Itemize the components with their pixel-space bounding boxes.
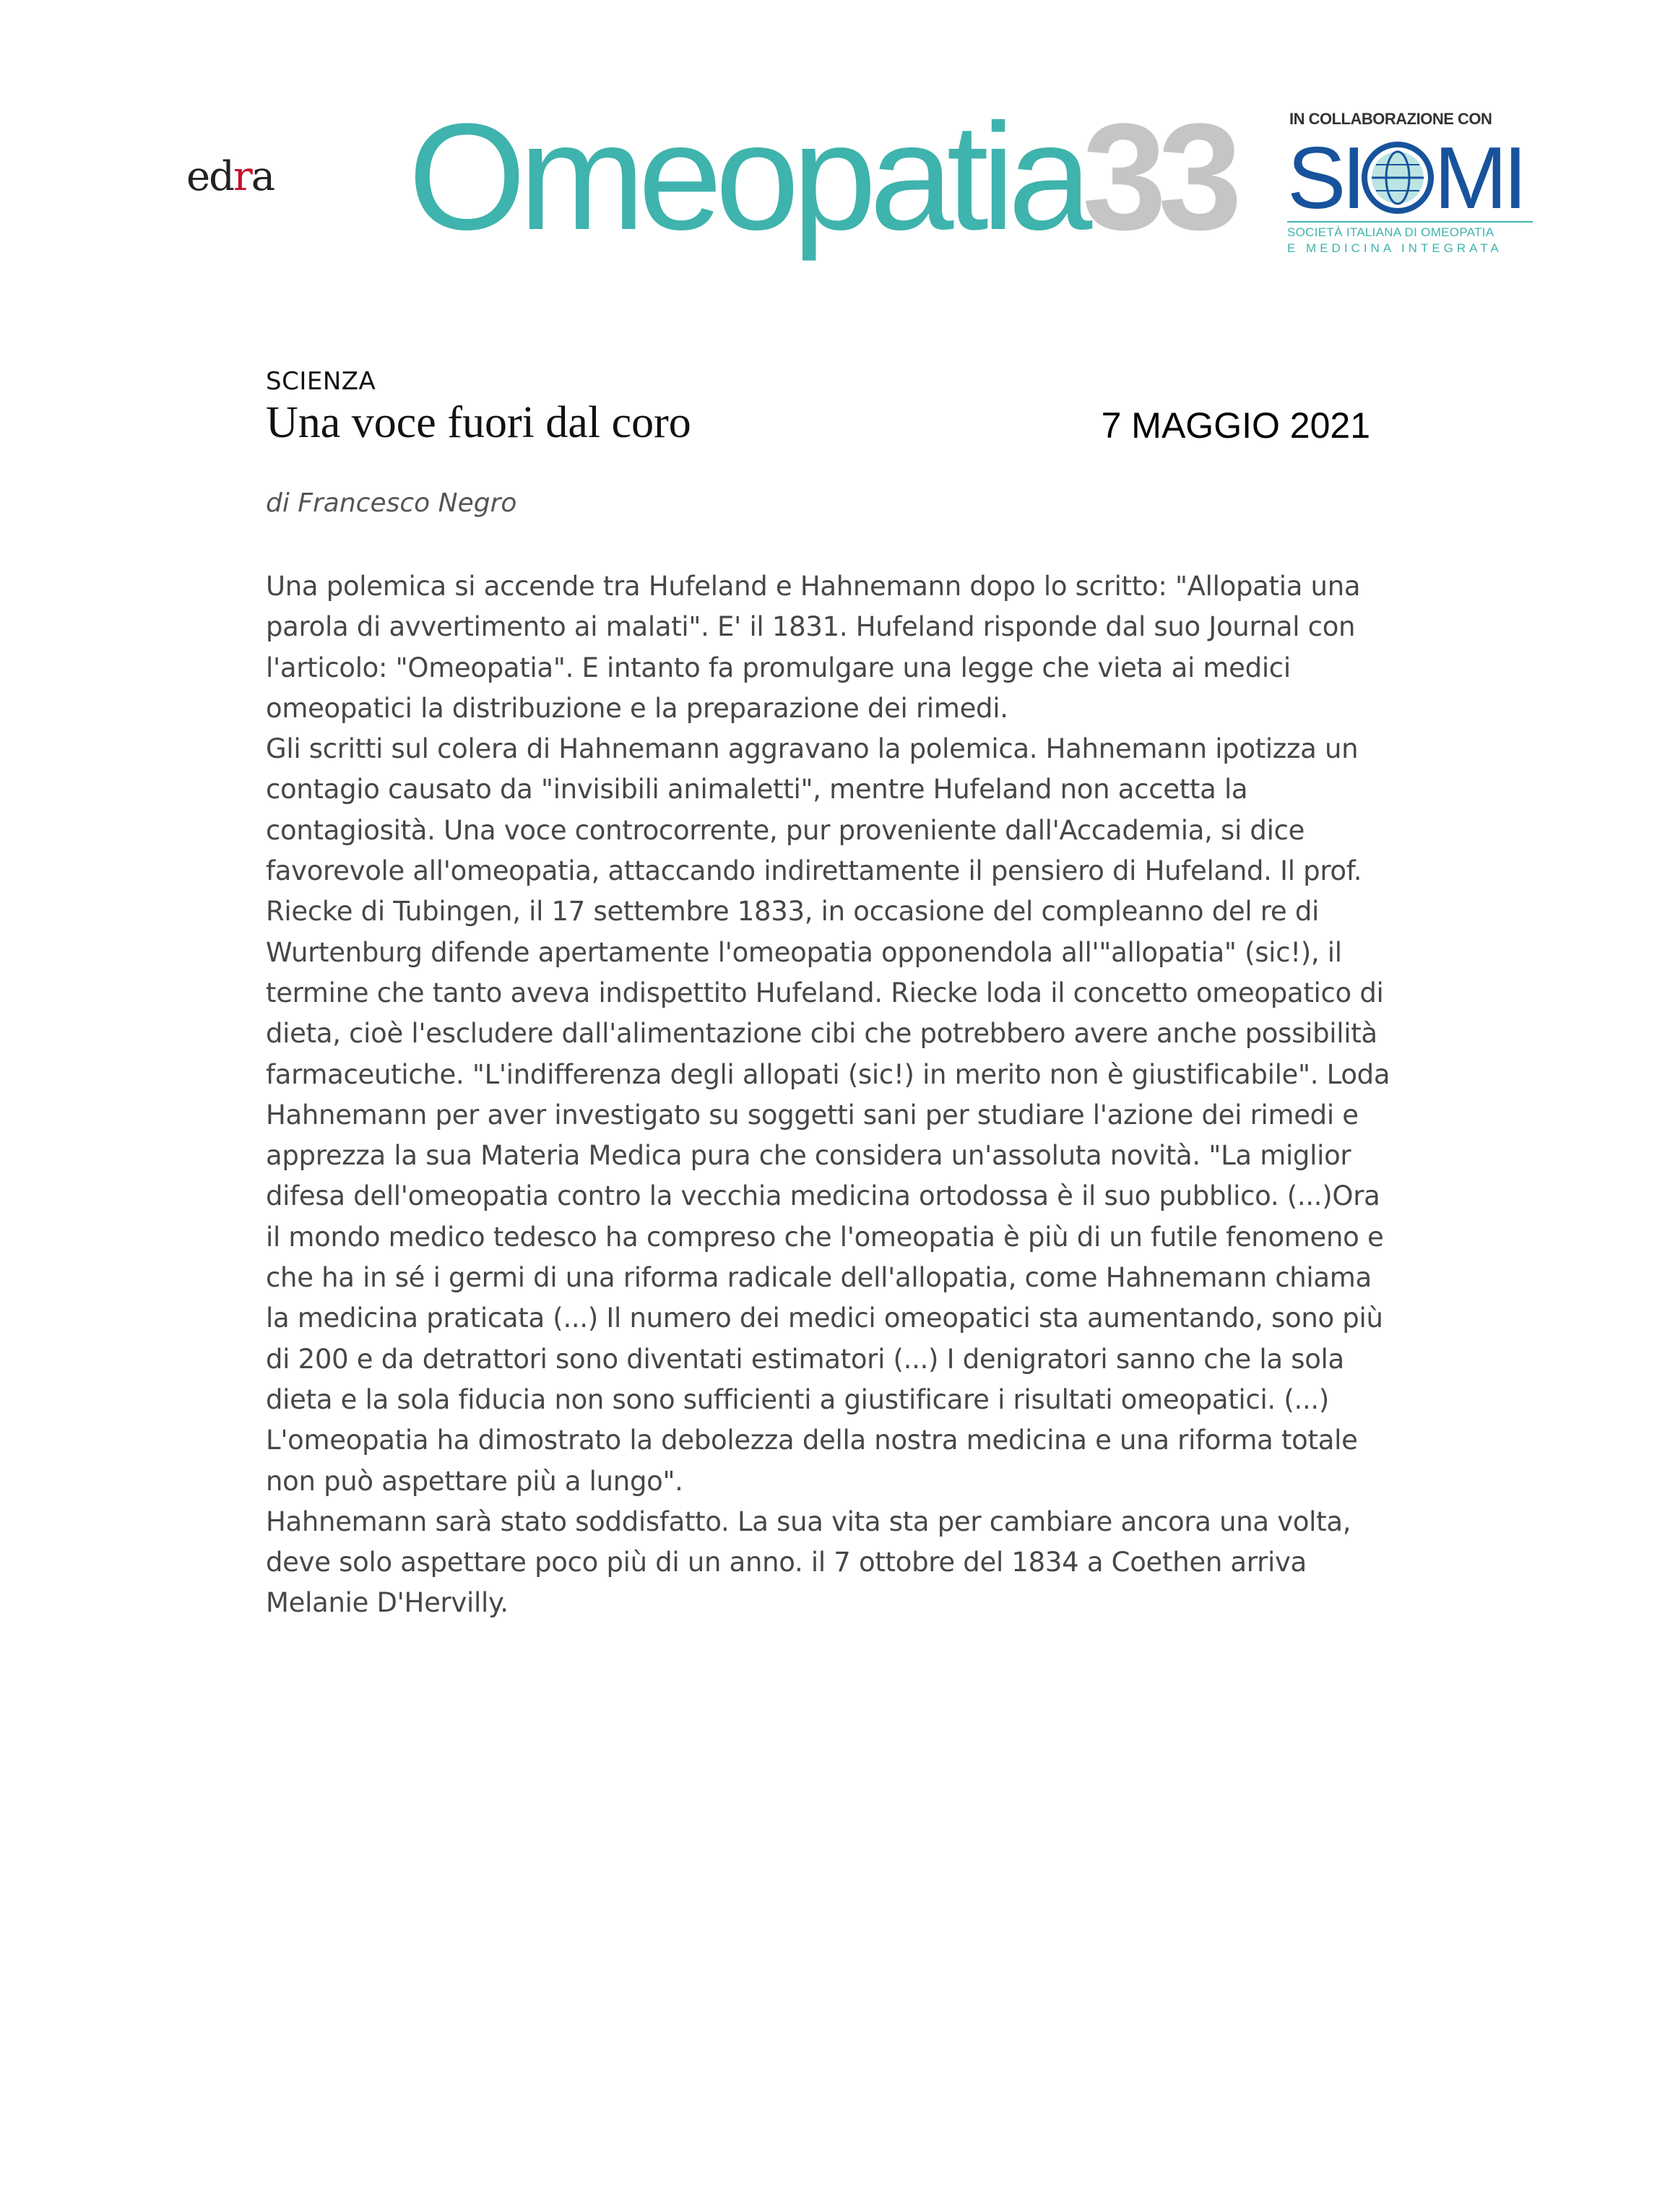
siomi-wordmark-pre: SI xyxy=(1287,129,1362,227)
article-paragraph-2: Gli scritti sul colera di Hahnemann aggravano la polemica. Hahnemann ipotizza un contagio causato da "invisibili animaletti", mentre Hufeland non accetta la contagiosità. Una voce controcorrente, pur proveniente dall'Accademia, si dice favorevole all'omeopatia, attaccando indirettamente il pensiero di Hufeland. Il prof. Riecke di Tubingen, il 17 settembre 1833, in occasione del compleanno del re di Wurtenburg difende apertamente l'omeopatia opponendola all'"allopatia" (sic!), il termine che tanto aveva indispettito Hufeland. Riecke loda il concetto omeopatico di dieta, cioè l'escludere dall'alimentazione cibi che potrebbero avere anche possibilità farmaceutiche. "L'indifferenza degli allopati (sic!) in merito non è giustificabile". Loda Hahnemann per aver investigato su soggetti sani per studiare l'azione dei rimedi e apprezza la sua Materia Medica pura che considera un'assoluta novità. "La miglior difesa dell'omeopatia contro la vecchia medicina ortodossa è il suo pubblico. (...)Ora il mondo medico tedesco ha compreso che l'omeopatia è più di un futile fenomeno e che ha in sé i germi di una riforma radicale dell'allopatia, come Hahnemann chiama la medicina praticata (...) Il numero dei medici omeopatici sta aumentando, sono più di 200 e da detrattori sono diventati estimatori (...) I denigratori sanno che la sola dieta e la sola fiducia non sono sufficienti a giustificare i risultati omeopatici. (...) L'omeopatia ha dimostrato la debolezza della nostra medicina e una riforma totale non può aspettare più a lungo". xyxy=(266,733,1390,1497)
edra-logo xyxy=(186,153,274,200)
siomi-subtitle-1: SOCIETÀ ITALIANA DI OMEOPATIA xyxy=(1287,221,1533,240)
article-paragraph-3: Hahnemann sarà stato soddisfatto. La sua vita sta per cambiare ancora una volta, deve solo aspettare poco più di un anno. il 7 ottobre del 1834 a Coethen arriva Melanie D'Hervilly. xyxy=(266,1505,1351,1619)
siomi-subtitle-2: E MEDICINA INTEGRATA xyxy=(1287,241,1502,255)
omeopatia-logo-word: Omeopatia xyxy=(408,92,1086,262)
article-author: di Francesco Negro xyxy=(266,488,517,518)
article-body xyxy=(266,566,1393,1624)
omeopatia33-logo xyxy=(408,92,1234,275)
siomi-wordmark-post: MI xyxy=(1434,129,1523,227)
edra-logo-text: edra xyxy=(186,153,274,200)
omeopatia-logo-number: 33 xyxy=(1082,92,1234,262)
globe-icon xyxy=(1360,140,1435,215)
article-date: 7 MAGGIO 2021 xyxy=(1101,405,1370,446)
collaboration-label: IN COLLABORAZIONE CON xyxy=(1289,110,1492,128)
siomi-logo xyxy=(1287,110,1533,256)
siomi-wordmark xyxy=(1287,129,1533,227)
section-label: SCIENZA xyxy=(266,367,376,396)
article-title: Una voce fuori dal coro xyxy=(266,398,691,447)
article-paragraph-1: Una polemica si accende tra Hufeland e Hahnemann dopo lo scritto: "Allopatia una parola di avvertimento ai malati". E' il 1831. Hufeland risponde dal suo Journal con l'articolo: "Omeopatia". E intanto fa promulgare una legge che vieta ai medici omeopatici la distribuzione e la preparazione dei rimedi. xyxy=(266,571,1361,724)
